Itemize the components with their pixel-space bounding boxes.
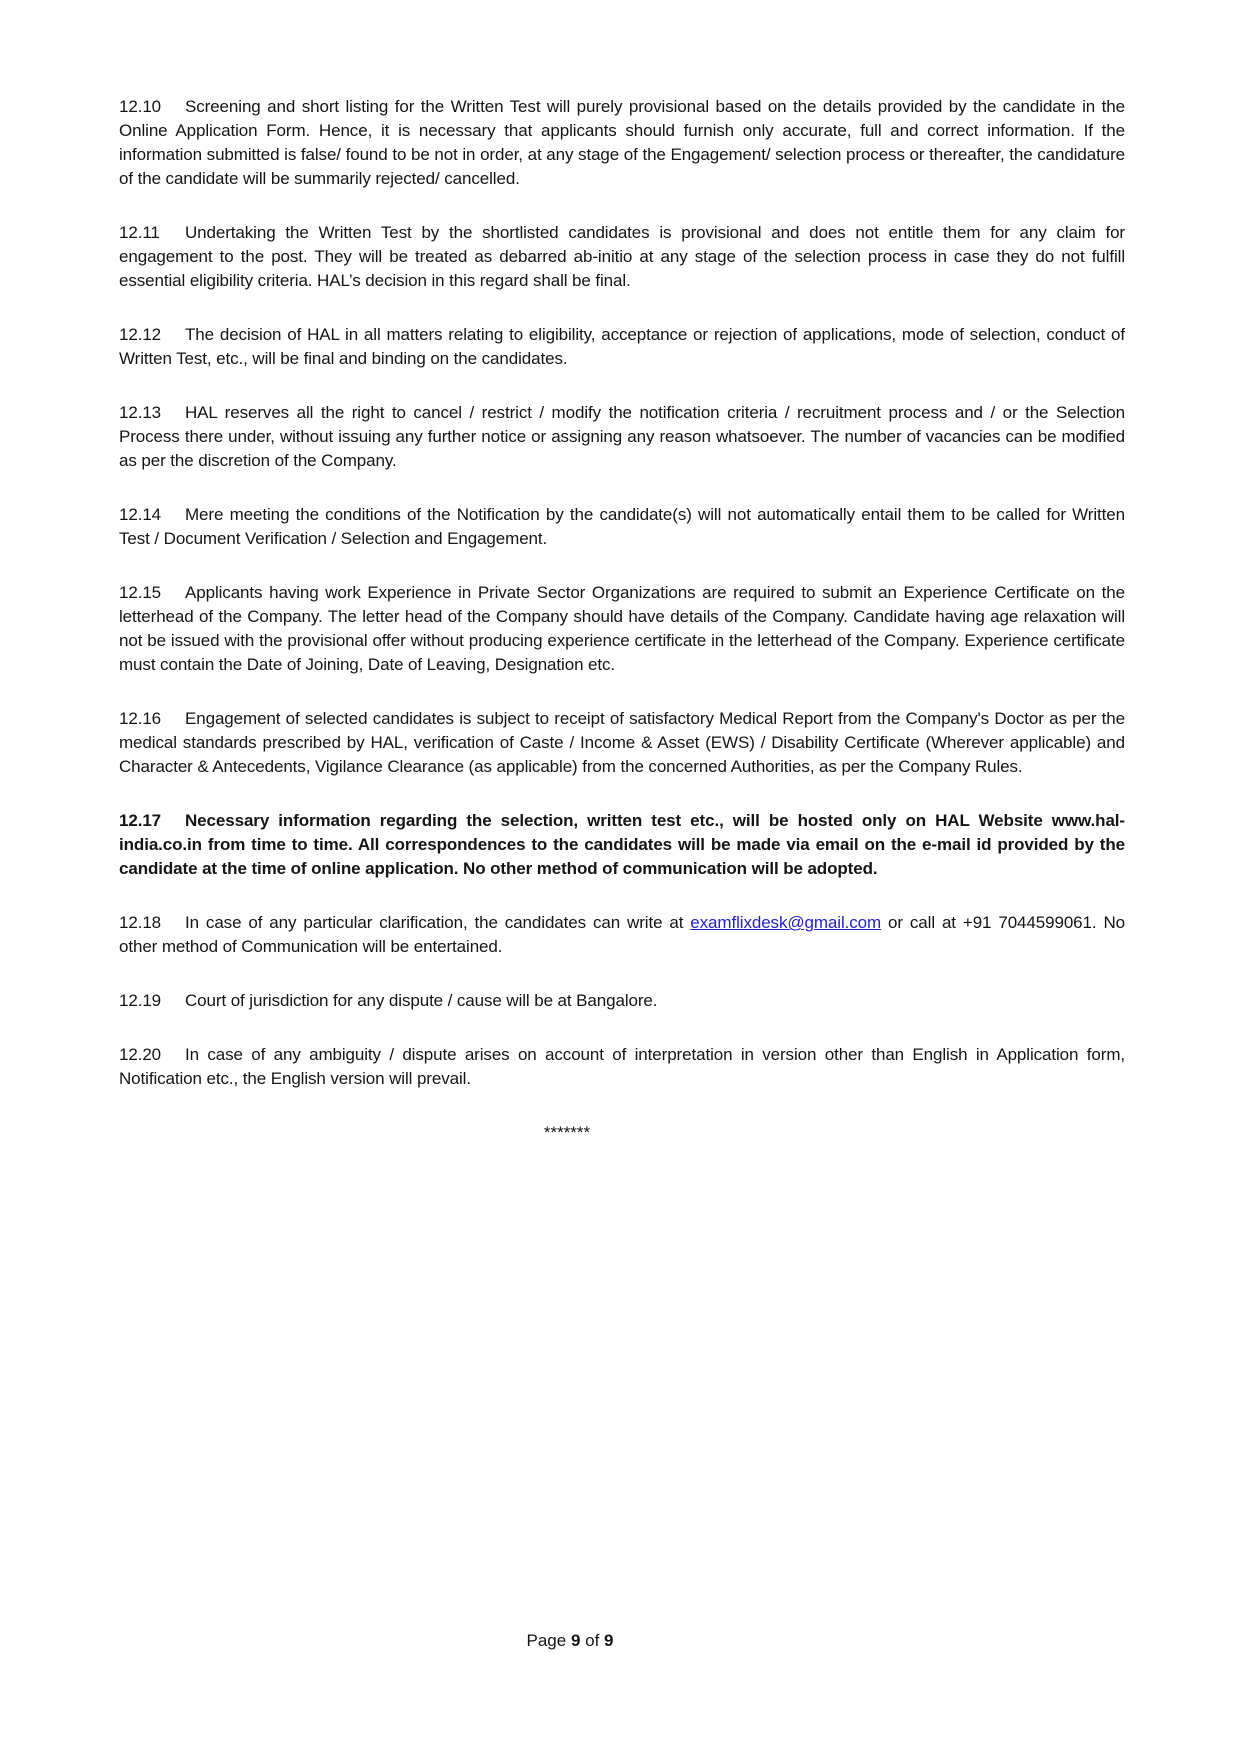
clause-text-12-18-after: or call at +91 7044599061. No other method of Communication will be entertained. [119, 913, 1125, 956]
paragraph-12-12 [119, 323, 1125, 371]
clause-text-12-16: Engagement of selected candidates is subject to receipt of satisfactory Medical Report from the Company's Doctor as per the medical standards prescribed by HAL, verification of Caste / Income & Asset (EWS) / Disability Certificate (Wherever applicable) and Character & Antecedents, Vigilance Clearance (as applicable) from the concerned Authorities, as per the Company Rules. [119, 709, 1125, 776]
clause-number-12-10: 12.10 [119, 97, 162, 116]
clause-text-12-19: Court of jurisdiction for any dispute / cause will be at Bangalore. [185, 991, 658, 1010]
clause-number-12-11: 12.11 [119, 223, 160, 242]
paragraph-12-17 [119, 809, 1125, 881]
paragraph-12-18 [119, 911, 1125, 959]
footer-current-page: 9 [570, 1631, 581, 1650]
clause-text-12-13: HAL reserves all the right to cancel / restrict / modify the notification criteria / recruitment process and / or the Selection Process there under, without issuing any further notice or assigning any reason whatsoever. The number of vacancies can be modified as per the discretion of the Company. [119, 403, 1125, 470]
paragraph-12-19 [119, 989, 1125, 1013]
clause-number-12-17: 12.17 [119, 811, 162, 830]
clause-number-12-20: 12.20 [119, 1045, 162, 1064]
paragraph-12-11 [119, 221, 1125, 293]
page-number-label [527, 1631, 614, 1650]
clause-number-12-14: 12.14 [119, 505, 162, 524]
paragraph-12-20 [119, 1043, 1125, 1091]
clause-text-12-11: Undertaking the Written Test by the shortlisted candidates is provisional and does not entitle them for any claim for engagement to the post. They will be treated as debarred ab-initio at any stage of the selection process in case they do not fulfill essential eligibility criteria. HAL’s decision in this regard shall be final. [119, 223, 1125, 290]
clause-number-12-16: 12.16 [119, 709, 162, 728]
clause-number-12-12: 12.12 [119, 325, 162, 344]
footer-middle: of [580, 1631, 605, 1650]
clause-number-12-19: 12.19 [119, 991, 162, 1010]
paragraph-12-10 [119, 95, 1125, 191]
clause-text-12-12: The decision of HAL in all matters relating to eligibility, acceptance or rejection of applications, mode of selection, conduct of Written Test, etc., will be final and binding on the candidates. [119, 325, 1125, 368]
email-link[interactable]: examflixdesk@gmail.com [690, 913, 882, 932]
paragraph-12-15 [119, 581, 1125, 677]
footer-prefix: Page [526, 1631, 571, 1650]
page-footer [0, 1630, 1240, 1652]
end-of-document-separator: ******* [543, 1123, 591, 1142]
clause-text-12-14: Mere meeting the conditions of the Notification by the candidate(s) will not automatically entail them to be called for Written Test / Document Verification / Selection and Engagement. [119, 505, 1125, 548]
document-body [119, 95, 1125, 1145]
clause-text-12-10: Screening and short listing for the Written Test will purely provisional based on the details provided by the candidate in the Online Application Form. Hence, it is necessary that applicants should furnish only accurate, full and correct information. If the information submitted is false/ found to be not in order, at any stage of the Engagement/ selection process or thereafter, the candidature of the candidate will be summarily rejected/ cancelled. [119, 97, 1125, 188]
paragraph-12-14 [119, 503, 1125, 551]
clause-text-12-15: Applicants having work Experience in Private Sector Organizations are required to submit an Experience Certificate on the letterhead of the Company. The letter head of the Company should have details of the Company. Candidate having age relaxation will not be issued with the provisional offer without producing experience certificate in the letterhead of the Company. Experience certificate must contain the Date of Joining, Date of Leaving, Designation etc. [119, 583, 1125, 674]
clause-text-12-20: In case of any ambiguity / dispute arises on account of interpretation in version other than English in Application form, Notification etc., the English version will prevail. [119, 1045, 1125, 1088]
clause-text-12-17: Necessary information regarding the selection, written test etc., will be hosted only on HAL Website www.hal-india.co.in from time to time. All correspondences to the candidates will be made via email on the e-mail id provided by the candidate at the time of online application. No other method of communication will be adopted. [119, 811, 1125, 878]
clause-number-12-15: 12.15 [119, 583, 162, 602]
clause-number-12-13: 12.13 [119, 403, 162, 422]
paragraph-12-16 [119, 707, 1125, 779]
paragraph-12-13 [119, 401, 1125, 473]
footer-total-pages: 9 [604, 1631, 614, 1650]
clause-number-12-18: 12.18 [119, 913, 162, 932]
clause-text-12-18-before: In case of any particular clarification, the candidates can write at [185, 913, 691, 932]
